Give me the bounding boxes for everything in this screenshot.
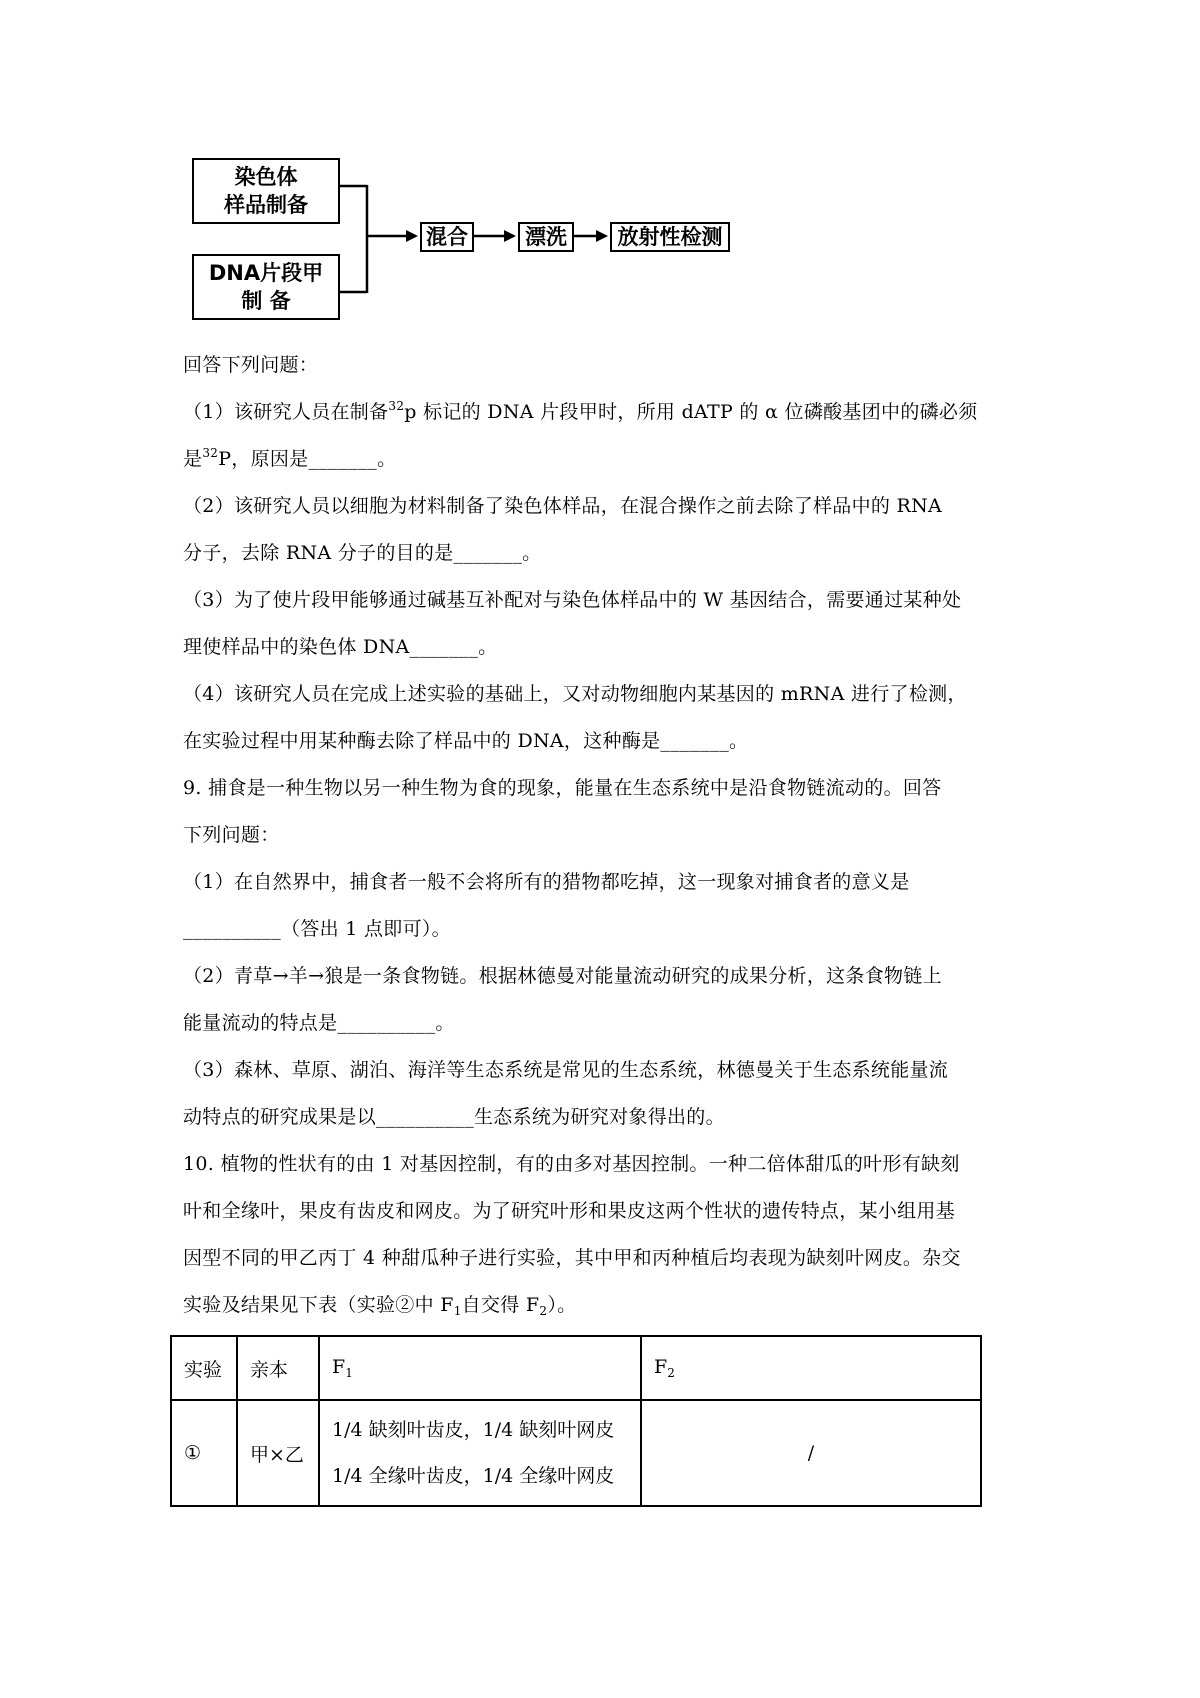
q3-line-1: （3）为了使片段甲能够通过碱基互补配对与染色体样品中的 W 基因结合，需要通过某种处 [183,589,962,611]
mix-box: 混合 [420,222,474,252]
header-f1-subscript: 1 [345,1366,353,1380]
row-f1 [319,1400,641,1506]
q1-superscript: 32 [388,399,405,413]
p9-q1-line-2: __________（答出 1 点即可）。 [183,918,451,940]
radioactivity-detection-box: 放射性检测 [610,222,730,252]
p10-text-d3: ）。 [547,1294,577,1316]
q1-line-2 [183,444,396,471]
q3-line-2: 理使样品中的染色体 DNA_______。 [183,636,498,658]
experiment-flow-diagram [190,158,750,328]
dna-fragment-prep-box: DNA片段甲 制 备 [192,254,340,320]
p10-line-3: 因型不同的甲乙丙丁 4 种甜瓜种子进行实验，其中甲和丙种植后均表现为缺刻叶网皮。杂交 [183,1247,961,1269]
rinse-box: 漂洗 [518,222,574,252]
p9-q1-line-1: （1）在自然界中，捕食者一般不会将所有的猎物都吃掉，这一现象对捕食者的意义是 [183,871,910,893]
q4-line-1: （4）该研究人员在完成上述实验的基础上，又对动物细胞内某基因的 mRNA 进行了检测， [183,683,967,705]
header-f1 [319,1336,641,1400]
header-f2 [641,1336,981,1400]
p9-line-2: 下列问题： [183,824,280,846]
chromosome-prep-box: 染色体 样品制备 [192,158,340,224]
q1-superscript-2: 32 [202,446,219,460]
row-f1-line-1: 1/4 缺刻叶齿皮，1/4 缺刻叶网皮 [332,1419,615,1441]
q1-text-a: （1）该研究人员在制备 [183,401,389,423]
q1-line-1 [183,397,978,424]
table-header-row [171,1336,981,1400]
q1-text-c: 是 [183,448,203,470]
p10-subscript-1: 1 [453,1304,462,1318]
p9-q3-line-1: （3）森林、草原、湖泊、海洋等生态系统是常见的生态系统，林德曼关于生态系统能量流 [183,1059,949,1081]
q1-text-b: p 标记的 DNA 片段甲时，所用 dATP 的 α 位磷酸基团中的磷必须 [404,401,978,423]
header-f1-text: F [332,1356,346,1378]
q2-line-1: （2）该研究人员以细胞为材料制备了染色体样品，在混合操作之前去除了样品中的 RNA [183,495,943,517]
p10-line-4 [183,1290,576,1318]
p9-q3-line-2: 动特点的研究成果是以__________生态系统为研究对象得出的。 [183,1106,725,1128]
q2-line-2: 分子，去除 RNA 分子的目的是_______。 [183,542,542,564]
header-experiment: 实验 [171,1336,237,1400]
p10-text-d1: 实验及结果见下表（实验②中 F [183,1294,454,1316]
p10-subscript-2: 2 [539,1304,548,1318]
table-row [171,1400,981,1506]
q4-line-2: 在实验过程中用某种酶去除了样品中的 DNA，这种酶是_______。 [183,730,749,752]
p9-q2-line-1: （2）青草→羊→狼是一条食物链。根据林德曼对能量流动研究的成果分析，这条食物链上 [183,965,942,987]
header-parent: 亲本 [237,1336,319,1400]
header-f2-text: F [654,1356,668,1378]
p9-q2-line-2: 能量流动的特点是__________。 [183,1012,455,1034]
p10-line-2: 叶和全缘叶，果皮有齿皮和网皮。为了研究叶形和果皮这两个性状的遗传特点，某小组用基 [183,1200,956,1222]
cross-results-table [170,1335,982,1507]
row-f2: / [641,1400,981,1506]
p9-line-1: 9. 捕食是一种生物以另一种生物为食的现象，能量在生态系统中是沿食物链流动的。回答 [183,777,942,799]
q1-text-d: P，原因是_______。 [218,448,397,470]
p10-line-1: 10. 植物的性状有的由 1 对基因控制，有的由多对基因控制。一种二倍体甜瓜的叶形有缺刻 [183,1153,960,1175]
intro-line: 回答下列问题： [183,354,319,376]
row-f1-line-2: 1/4 全缘叶齿皮，1/4 全缘叶网皮 [332,1465,615,1487]
p10-text-d2: 自交得 F [461,1294,540,1316]
header-f2-subscript: 2 [667,1366,675,1380]
row-parent: 甲×乙 [237,1400,319,1506]
row-experiment: ① [171,1400,237,1506]
